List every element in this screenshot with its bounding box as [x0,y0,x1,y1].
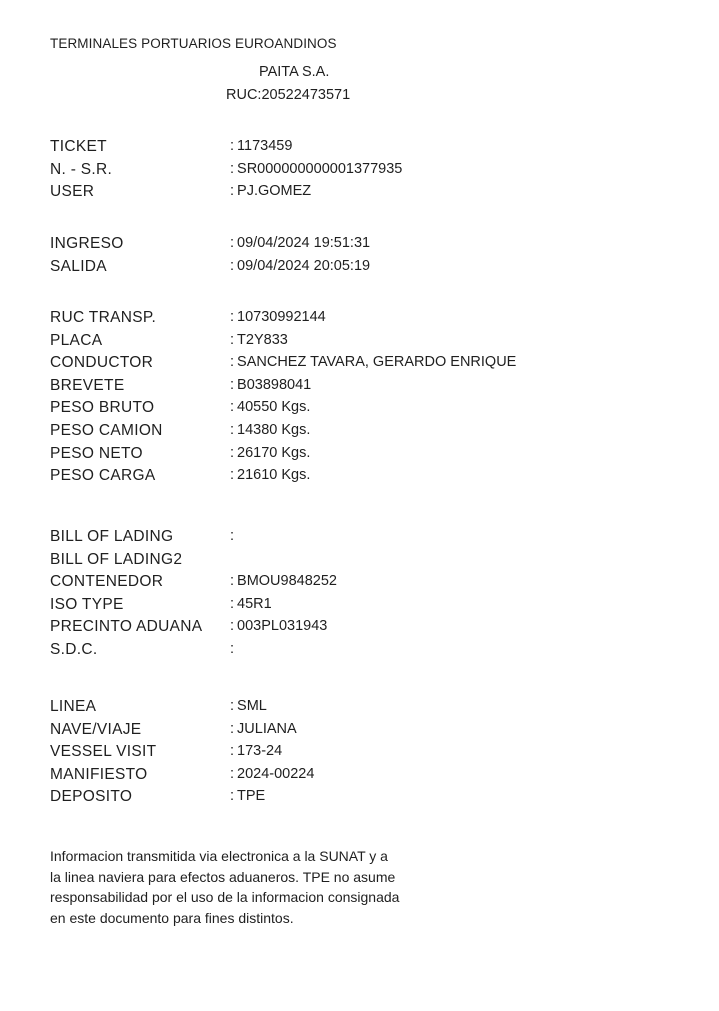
field-value-text: 10730992144 [237,309,326,325]
field-value: : 173-24 [230,743,283,760]
field-value: : BMOU9848252 [230,573,337,590]
field-value: : [230,528,235,544]
field-label: TICKET [50,138,107,155]
field-value: : 003PL031943 [230,618,328,635]
field-value-text: 40550 Kgs. [237,399,311,416]
field-value-text: 173-24 [237,743,283,760]
notice-line: responsabilidad por el uso de la informacion consignada [50,889,400,906]
field-value: : SML [230,698,267,714]
field-value: : SANCHEZ TAVARA, GERARDO ENRIQUE [230,354,517,371]
field-label: CONDUCTOR [50,354,154,372]
company-name: TERMINALES PORTUARIOS EUROANDINOS [50,36,337,51]
field-label: NAVE/VIAJE [50,720,142,738]
field-value: : T2Y833 [230,331,288,348]
field-value-text: SML [237,698,267,714]
field-label: BILL OF LADING2 [50,550,183,568]
field-label: MANIFIESTO [50,765,148,783]
field-value-text: B03898041 [237,376,312,393]
field-value: : 45R1 [230,595,272,612]
field-label: PLACA [50,331,103,349]
field-label: PRECINTO ADUANA [50,618,203,636]
field-value: : 10730992144 [230,309,326,325]
field-value-text: TPE [237,788,266,805]
field-value: : 1173459 [230,138,293,154]
legal-notice [50,846,570,928]
field-value: : 09/04/2024 19:51:31 [230,235,371,251]
field-value-text: 09/04/2024 20:05:19 [237,257,371,274]
notice-line: la linea naviera para efectos aduaneros. TPE no asume [50,868,396,885]
field-value-text: SR000000000001377935 [237,160,403,177]
field-value: : PJ.GOMEZ [230,183,312,200]
field-label: ISO TYPE [50,595,124,613]
field-value: : [230,640,235,657]
field-value: : 40550 Kgs. [230,399,311,416]
field-value-text: 21610 Kgs. [237,467,311,484]
field-value-text: BMOU9848252 [237,573,337,590]
field-label: BILL OF LADING [50,528,174,545]
field-label: CONTENEDOR [50,573,164,591]
company-ruc: RUC:20522473571 [226,87,351,103]
field-value: : 21610 Kgs. [230,467,311,484]
field-label: PESO CARGA [50,467,156,485]
field-value-text: 09/04/2024 19:51:31 [237,235,371,251]
field-value: : 14380 Kgs. [230,421,311,438]
field-value-text: T2Y833 [237,331,288,348]
field-label: S.D.C. [50,640,98,658]
field-value-text: JULIANA [237,720,297,737]
field-label: PESO NETO [50,444,143,462]
field-label: SALIDA [50,257,107,275]
field-value: : B03898041 [230,376,312,393]
field-value-text: 45R1 [237,595,272,612]
field-value: : 26170 Kgs. [230,444,311,461]
field-value-text: 1173459 [237,138,293,154]
field-label: LINEA [50,698,97,715]
field-value-text: 26170 Kgs. [237,444,311,461]
field-value-text: 14380 Kgs. [237,421,311,438]
field-label: DEPOSITO [50,788,133,806]
field-label: USER [50,183,95,201]
field-value-text: 2024-00224 [237,765,315,782]
field-value: : SR000000000001377935 [230,160,403,177]
field-value: : TPE [230,788,266,805]
field-label: N. - S.R. [50,160,113,178]
field-label: BREVETE [50,376,125,394]
notice-line: en este documento para fines distintos. [50,909,294,926]
field-label: INGRESO [50,235,124,252]
field-label: PESO CAMION [50,421,163,439]
field-label: RUC TRANSP. [50,309,157,326]
notice-line: Informacion transmitida via electronica a la SUNAT y a [50,848,388,864]
field-value: : 09/04/2024 20:05:19 [230,257,371,274]
company-city: PAITA S.A. [259,64,330,80]
field-value: : 2024-00224 [230,765,315,782]
field-value-text: SANCHEZ TAVARA, GERARDO ENRIQUE [237,354,517,371]
field-label: VESSEL VISIT [50,743,157,761]
field-value-text: PJ.GOMEZ [237,183,312,200]
field-value: : JULIANA [230,720,297,737]
field-label: PESO BRUTO [50,399,155,417]
field-value-text: 003PL031943 [237,618,328,635]
